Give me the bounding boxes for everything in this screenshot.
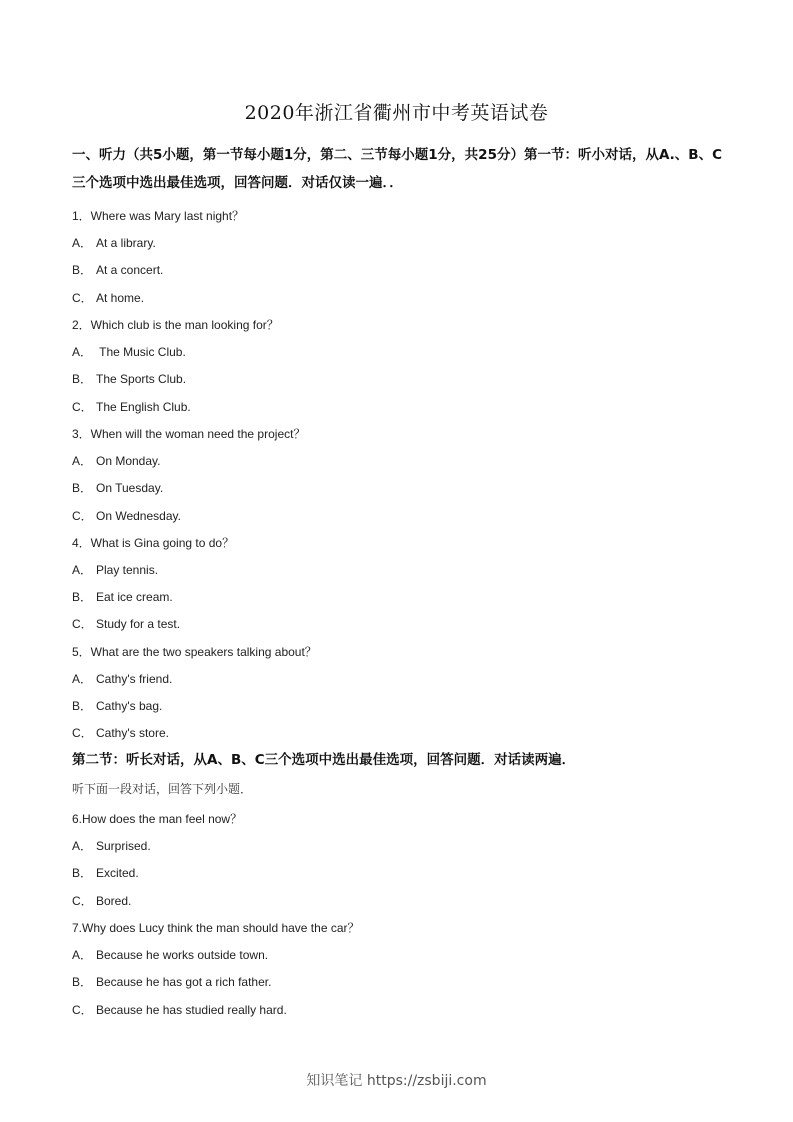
q6-option-b bbox=[72, 864, 139, 881]
option-text: At a library. bbox=[96, 236, 156, 250]
q1-option-c bbox=[72, 289, 144, 306]
option-letter: A． bbox=[72, 345, 93, 359]
question-7: 7.Why does Lucy think the man should have the car？ bbox=[72, 921, 360, 935]
question-6: 6.How does the man feel now？ bbox=[72, 812, 243, 826]
option-letter: A． bbox=[72, 563, 93, 577]
option-text: Because he has studied really hard. bbox=[96, 1003, 287, 1017]
option-text: Cathy's bag. bbox=[96, 699, 163, 713]
q7-option-c bbox=[72, 1001, 287, 1018]
option-letter: A． bbox=[72, 839, 93, 853]
option-letter: A． bbox=[72, 672, 93, 686]
q2-option-a bbox=[72, 343, 186, 360]
option-text: Cathy's friend. bbox=[96, 672, 173, 686]
page-title: 2020年浙江省衢州市中考英语试卷 bbox=[244, 102, 549, 124]
footer-watermark: 知识笔记 https://zsbiji.com bbox=[306, 1073, 487, 1089]
option-letter: B． bbox=[72, 699, 93, 713]
q7-option-a bbox=[72, 946, 268, 963]
option-text: On Monday. bbox=[96, 454, 161, 468]
q6-option-a bbox=[72, 837, 151, 854]
q4-option-c bbox=[72, 615, 180, 632]
option-text: On Wednesday. bbox=[96, 509, 181, 523]
option-text: Because he has got a rich father. bbox=[96, 975, 272, 989]
option-letter: C． bbox=[72, 1003, 93, 1017]
q1-option-a bbox=[72, 234, 156, 251]
option-text: Cathy's store. bbox=[96, 726, 169, 740]
option-text: Play tennis. bbox=[96, 563, 159, 577]
option-letter: B． bbox=[72, 372, 93, 386]
q4-option-a bbox=[72, 561, 158, 578]
option-text: Surprised. bbox=[96, 839, 151, 853]
option-letter: C． bbox=[72, 894, 93, 908]
option-letter: C． bbox=[72, 617, 93, 631]
option-text: Study for a test. bbox=[96, 617, 181, 631]
option-text: The English Club. bbox=[96, 400, 191, 414]
option-text: Bored. bbox=[96, 894, 132, 908]
section-2-note: 听下面一段对话，回答下列小题． bbox=[72, 782, 253, 796]
option-text: Eat ice cream. bbox=[96, 590, 173, 604]
q3-option-b bbox=[72, 479, 163, 496]
q1-option-b bbox=[72, 261, 163, 278]
option-letter: B． bbox=[72, 975, 93, 989]
section-2-heading: 第二节：听长对话，从A、B、C三个选项中选出最佳选项，回答问题．对话读两遍． bbox=[72, 752, 576, 768]
option-letter: A． bbox=[72, 948, 93, 962]
option-letter: C． bbox=[72, 291, 93, 305]
question-2: 2．Which club is the man looking for？ bbox=[72, 318, 279, 332]
section-1-heading: 一、听力（共5小题，第一节每小题1分，第二、三节每小题1分，共25分）第一节：听小对话，从A.、B、C三个选项中选出最佳选项，回答问题．对话仅读一遍．． bbox=[72, 147, 722, 191]
option-letter: A． bbox=[72, 236, 93, 250]
q4-option-b bbox=[72, 588, 173, 605]
option-letter: C． bbox=[72, 726, 93, 740]
option-text: At a concert. bbox=[96, 263, 164, 277]
q6-option-c bbox=[72, 892, 131, 909]
question-3: 3．When will the woman need the project？ bbox=[72, 427, 306, 441]
q5-option-a bbox=[72, 670, 172, 687]
q2-option-b bbox=[72, 370, 186, 387]
option-text: On Tuesday. bbox=[96, 481, 164, 495]
option-text: Excited. bbox=[96, 866, 139, 880]
question-4: 4．What is Gina going to do？ bbox=[72, 536, 235, 550]
option-letter: C． bbox=[72, 509, 93, 523]
option-text: The Music Club. bbox=[96, 345, 186, 359]
q7-option-b bbox=[72, 973, 271, 990]
option-text: The Sports Club. bbox=[96, 372, 187, 386]
option-letter: A． bbox=[72, 454, 93, 468]
option-text: At home. bbox=[96, 291, 145, 305]
option-text: Because he works outside town. bbox=[96, 948, 269, 962]
q5-option-b bbox=[72, 697, 162, 714]
q3-option-c bbox=[72, 507, 181, 524]
option-letter: B． bbox=[72, 481, 93, 495]
q5-option-c bbox=[72, 724, 169, 741]
q2-option-c bbox=[72, 398, 191, 415]
q3-option-a bbox=[72, 452, 160, 469]
question-1: 1．Where was Mary last night？ bbox=[72, 209, 245, 223]
option-letter: B． bbox=[72, 866, 93, 880]
question-5: 5．What are the two speakers talking about？ bbox=[72, 645, 317, 659]
option-letter: B． bbox=[72, 263, 93, 277]
option-letter: B． bbox=[72, 590, 93, 604]
option-letter: C． bbox=[72, 400, 93, 414]
